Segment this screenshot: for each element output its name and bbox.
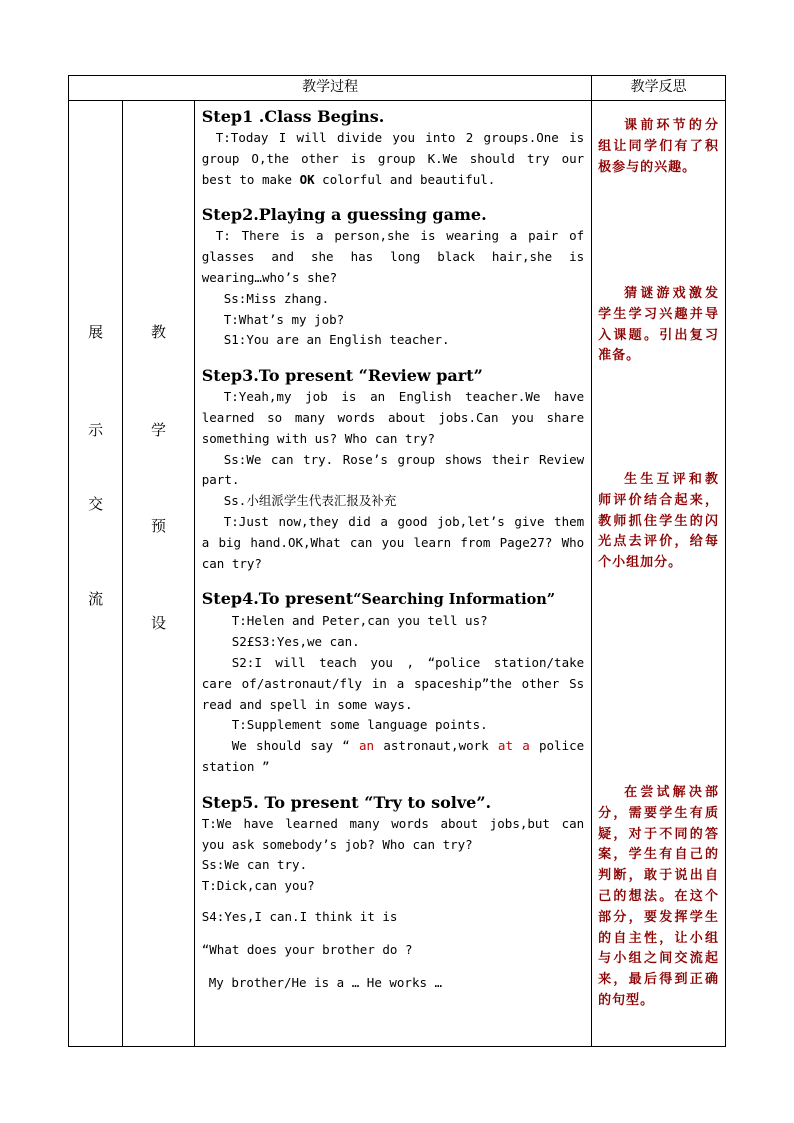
- step4-line-5-a: We should say “: [231, 738, 360, 754]
- step4-line-3: S2:I will teach you , “police station/take care of/astronaut/fly in a spaceship”the other Ss read and spell in some ways.: [201, 654, 585, 712]
- step2-line-2: Ss:Miss zhang.: [223, 290, 330, 306]
- section-char: 流: [88, 590, 104, 608]
- section-char: 示: [88, 421, 104, 439]
- section-char: 展: [88, 323, 104, 341]
- step5-title: Step5. To present “Try to solve”.: [201, 792, 492, 812]
- step4-line-5: [202, 736, 584, 778]
- step2-line-4: S1:You are an English teacher.: [223, 332, 450, 348]
- step4-title: [202, 588, 584, 611]
- reflection-note-4: 在尝试解决部分，需要学生有质疑，对于不同的答案，学生有自己的判断，敢于说出自己的想法。在这个部分，要发挥学生的自主性，让小组与小组之间交流起来，最后得到正确的句型。: [598, 785, 719, 1008]
- section-char: 交: [88, 495, 104, 513]
- step4-line-1: T:Helen and Peter,can you tell us?: [231, 613, 488, 629]
- step5-line-6: My brother/He is a … He works …: [208, 974, 443, 990]
- step3-line-3: Ss.小组派学生代表汇报及补充: [223, 493, 397, 509]
- subsection-char: 预: [151, 517, 167, 535]
- step4-line-2: S2£S3:Yes,we can.: [231, 634, 360, 650]
- step1-text-a: T:Today I will divide you into 2 groups.One is group O,the other is group K.We should try our best to make: [201, 130, 585, 187]
- step3-line-4: T:Just now,they did a good job,let’s give them a big hand.OK,What can you learn from Page27? Who can try?: [201, 513, 585, 571]
- step5-line-1: T:We have learned many words about jobs,but can you ask somebody’s job? Who can try?: [201, 815, 585, 852]
- step2-line-3: T:What’s my job?: [223, 311, 345, 327]
- reflection-note-3: 生生互评和教师评价结合起来，教师抓住学生的闪光点去评价，给每个小组加分。: [598, 472, 719, 571]
- step3-line-2: Ss:We can try. Rose’s group shows their Review part.: [201, 451, 585, 488]
- reflection-note-1: 课前环节的分组让同学们有了积极参与的兴趣。: [598, 118, 719, 175]
- step3-title: Step3.To present “Review part”: [201, 366, 483, 386]
- process-header: 教学过程: [69, 76, 592, 101]
- step1-text-b: colorful and beautiful.: [314, 171, 496, 187]
- an-text: an: [359, 738, 375, 754]
- subsection-char: 设: [151, 614, 167, 632]
- step1-title: Step1 .Class Begins.: [201, 107, 385, 126]
- step4-title-a: Step4.To present: [201, 589, 354, 609]
- lesson-table: [68, 75, 726, 1047]
- step4-title-b: “Searching Information”: [353, 591, 556, 609]
- table-header-row: [69, 76, 726, 101]
- at-a-text: at a: [497, 738, 530, 754]
- step5-line-4: S4:Yes,I can.I think it is: [201, 908, 398, 924]
- reflection-content-cell: [592, 101, 726, 1047]
- subsection-label-cell: [123, 101, 194, 1047]
- step2-title: Step2.Playing a guessing game.: [201, 205, 487, 225]
- step3-line-1: T:Yeah,my job is an English teacher.We have learned so many words about jobs.Can you share something with us? Who can try?: [201, 389, 585, 446]
- step4-line-4: T:Supplement some language points.: [231, 717, 488, 733]
- step5-line-5: “What does your brother do ?: [201, 941, 413, 957]
- step5-line-3: T:Dick,can you?: [201, 878, 315, 894]
- table-body-row: [69, 101, 726, 1047]
- step4-line-5-c: police station ”: [201, 738, 585, 774]
- step4-line-5-b: astronaut,work: [374, 738, 498, 754]
- step2-line-1: T: There is a person,she is wearing a pair of glasses and she has long black hair,she is wearing…who’s she?: [201, 228, 585, 285]
- step5-line-2: Ss:We can try.: [201, 857, 308, 873]
- subsection-char: 教: [151, 323, 167, 341]
- reflection-note-2: 猜谜游戏激发学生学习兴趣并导入课题。引出复习准备。: [598, 286, 719, 364]
- step1-text: [202, 128, 584, 190]
- section-label-cell: [69, 101, 123, 1047]
- ok-text: OK: [299, 171, 315, 187]
- subsection-char: 学: [151, 421, 167, 439]
- process-content-cell: [194, 101, 591, 1047]
- reflection-header: 教学反思: [592, 76, 726, 101]
